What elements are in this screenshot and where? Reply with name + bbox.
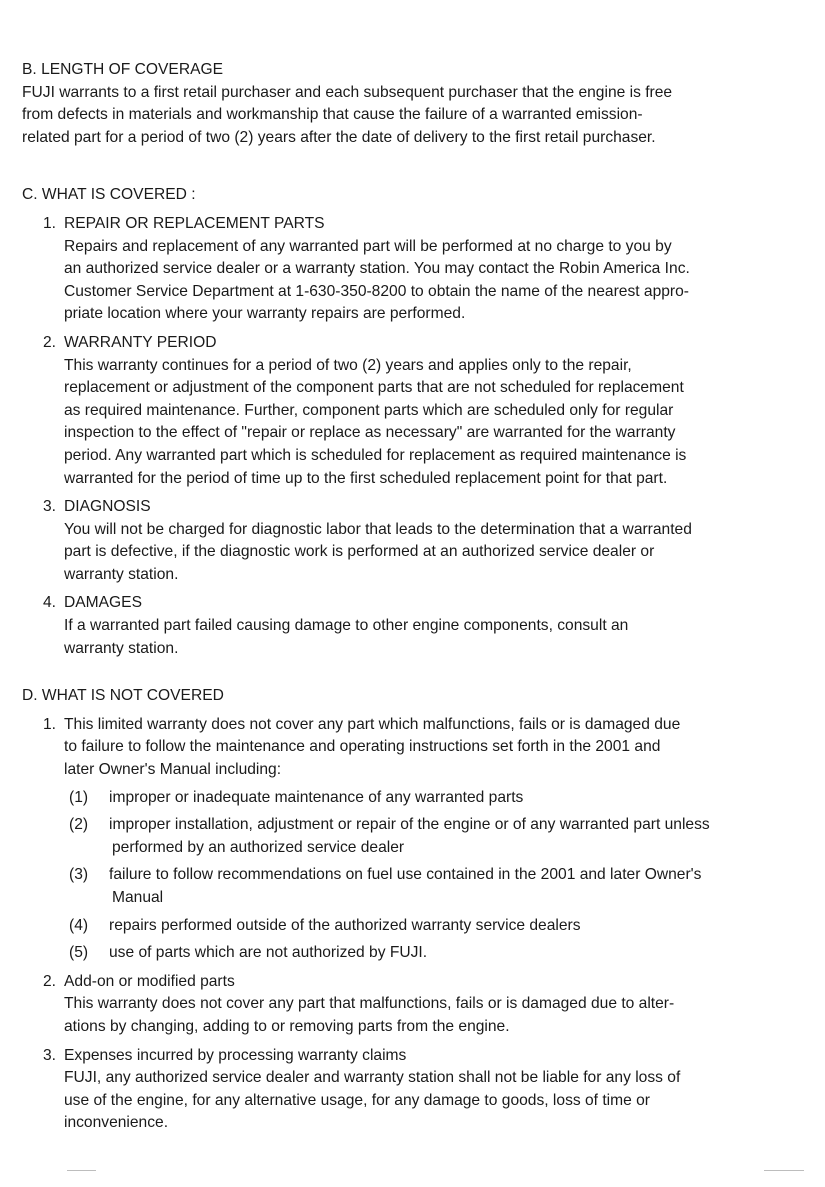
text-line: related part for a period of two (2) years after the date of delivery to the first retail purchaser. (22, 128, 656, 146)
sub-item (64, 787, 812, 810)
page-edge-mark-left (67, 1170, 96, 1171)
sub-item (64, 915, 812, 938)
text-line: Manual (112, 889, 164, 906)
text-line: warranty station. (64, 565, 179, 583)
section-what-is-covered (22, 184, 812, 660)
not-covered-item-limited-warranty (22, 714, 812, 965)
text-line: This limited warranty does not cover any part which malfunctions, fails or is damaged due (64, 715, 681, 733)
item-number: 1. (43, 715, 57, 733)
text-line: to failure to follow the maintenance and operating instructions set forth in the 2001 and (64, 738, 661, 756)
sub-item-number: (2) (69, 816, 89, 834)
sub-item-number: (3) (69, 866, 89, 884)
text-line: later Owner's Manual including: (64, 761, 282, 779)
text-line: from defects in materials and workmanship that cause the failure of a warranted emission- (22, 106, 643, 124)
sub-item (64, 942, 812, 965)
sub-item (64, 864, 812, 909)
sub-item-number: (1) (69, 788, 89, 806)
covered-item-repair (22, 213, 812, 326)
text-line: priate location where your warranty repairs are performed. (64, 305, 466, 323)
item-title: REPAIR OR REPLACEMENT PARTS (64, 214, 325, 232)
text-line: FUJI, any authorized service dealer and warranty station shall not be liable for any loss of (64, 1069, 681, 1087)
text-line: as required maintenance. Further, component parts which are scheduled only for regular (64, 401, 674, 419)
covered-item-diagnosis (22, 496, 812, 586)
sub-item-number: (4) (69, 916, 89, 934)
sub-item-text (85, 814, 812, 859)
text-line: an authorized service dealer or a warranty station. You may contact the Robin America Inc. (64, 260, 690, 278)
text-line: ations by changing, adding to or removing parts from the engine. (64, 1017, 510, 1035)
text-line: failure to follow recommendations on fuel use contained in the 2001 and later Owner's (109, 866, 702, 884)
item-title: Add-on or modified parts (64, 972, 235, 990)
text-line: improper or inadequate maintenance of any warranted parts (109, 788, 524, 806)
text-line: Repairs and replacement of any warranted part will be performed at no charge to you by (64, 237, 672, 255)
page-edge-mark-right (764, 1170, 804, 1171)
text-line: inspection to the effect of "repair or replace as necessary" are warranted for the warranty (64, 424, 676, 442)
item-number: 3. (43, 1046, 57, 1064)
text-line: performed by an authorized service dealer (112, 838, 405, 856)
sub-item-text (85, 915, 812, 938)
text-line: inconvenience. (64, 1114, 169, 1132)
text-line: warranted for the period of time up to the first scheduled replacement point for that part. (64, 469, 668, 487)
text-line: This warranty continues for a period of two (2) years and applies only to the repair, (64, 356, 632, 374)
item-title: DAMAGES (64, 594, 142, 612)
covered-item-warranty-period (22, 332, 812, 490)
warranty-document (22, 59, 812, 1158)
text-line: Customer Service Department at 1-630-350-8200 to obtain the name of the nearest appro- (64, 282, 689, 300)
covered-item-damages (22, 592, 812, 660)
text-line: repairs performed outside of the authorized warranty service dealers (109, 916, 581, 934)
section-heading: C. WHAT IS COVERED : (22, 186, 196, 204)
sub-item-text (85, 942, 812, 965)
not-covered-item-add-on-parts (22, 971, 812, 1039)
text-line: replacement or adjustment of the component parts that are not scheduled for replacement (64, 379, 684, 397)
text-line: use of the engine, for any alternative usage, for any damage to goods, loss of time or (64, 1091, 650, 1109)
section-length-of-coverage (22, 59, 812, 149)
sub-item-number: (5) (69, 944, 89, 962)
text-line: You will not be charged for diagnostic labor that leads to the determination that a warranted (64, 520, 692, 538)
item-number: 4. (43, 594, 57, 612)
text-line: If a warranted part failed causing damage to other engine components, consult an (64, 617, 629, 635)
section-heading: D. WHAT IS NOT COVERED (22, 687, 224, 705)
not-covered-item-expenses (22, 1045, 812, 1135)
item-title: Expenses incurred by processing warranty claims (64, 1046, 407, 1064)
text-line: period. Any warranted part which is scheduled for replacement as required maintenance is (64, 446, 687, 464)
text-line: improper installation, adjustment or repair of the engine or of any warranted part unless (109, 816, 710, 834)
text-line: use of parts which are not authorized by FUJI. (109, 944, 428, 962)
section-what-is-not-covered (22, 685, 812, 1135)
sub-item-text (85, 864, 812, 909)
item-number: 2. (43, 972, 57, 990)
section-heading: B. LENGTH OF COVERAGE (22, 61, 224, 78)
sub-item (64, 814, 812, 859)
item-number: 2. (43, 333, 57, 351)
item-title: WARRANTY PERIOD (64, 333, 217, 351)
section-text (22, 82, 812, 150)
item-number: 3. (43, 498, 57, 516)
sub-item-text (85, 787, 812, 810)
item-title: DIAGNOSIS (64, 498, 151, 516)
text-line: part is defective, if the diagnostic work is performed at an authorized service dealer or (64, 543, 655, 561)
text-line: warranty station. (64, 639, 179, 657)
text-line: FUJI warrants to a first retail purchaser and each subsequent purchaser that the engine is free (22, 83, 673, 101)
item-number: 1. (43, 214, 57, 232)
text-line: This warranty does not cover any part that malfunctions, fails or is damaged due to alter- (64, 995, 675, 1013)
